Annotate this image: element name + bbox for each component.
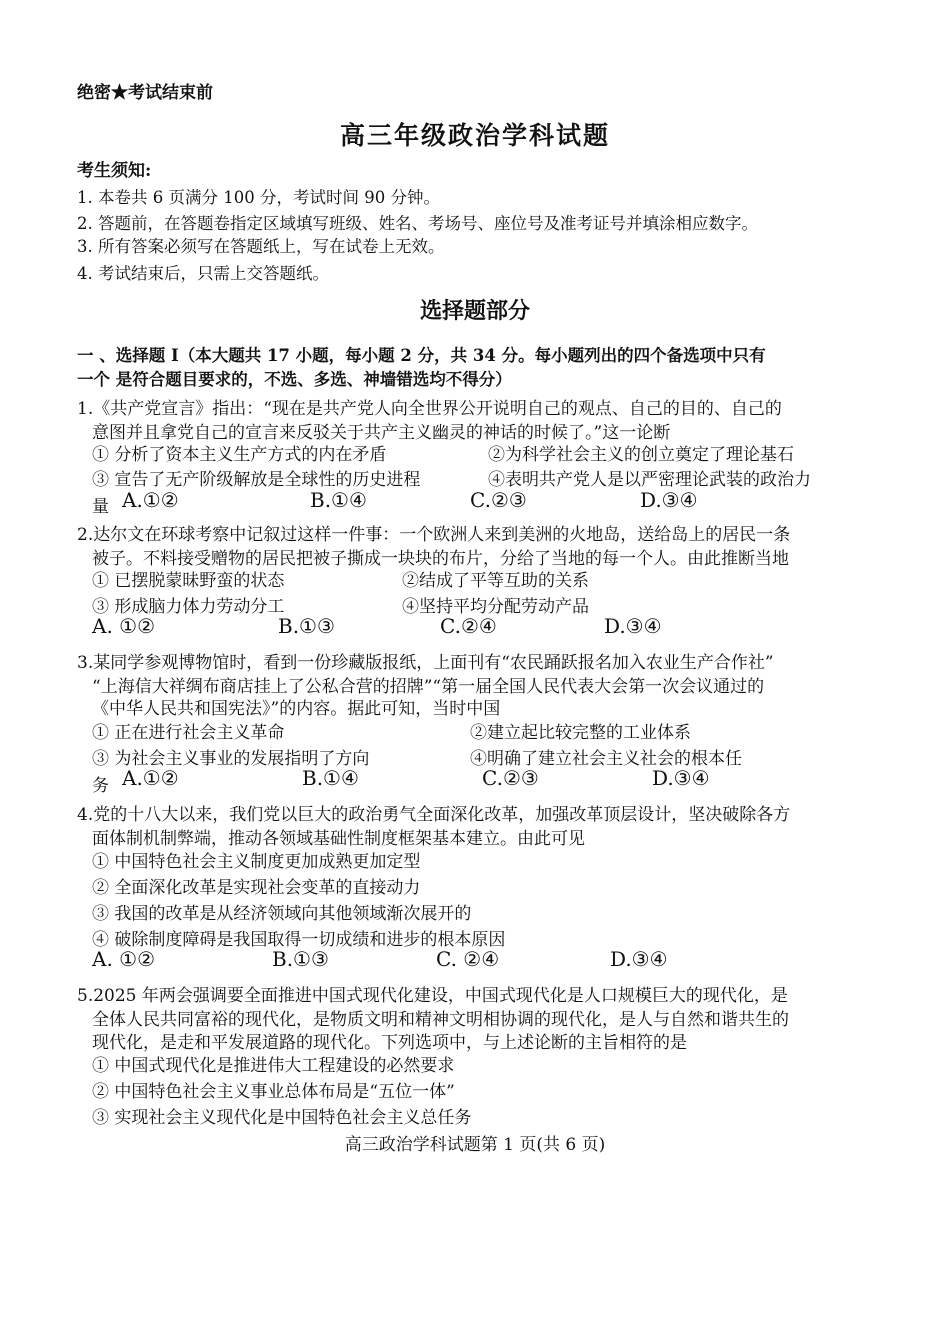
page-title: 高三年级政治学科试题 [339,121,610,150]
statement-4: ④坚持平均分配劳动产品 [402,597,589,617]
option-d: D.③④ [604,614,662,638]
question-stem: 1.《共产党宣言》指出：“现在是共产党人向全世界公开说明自己的观点、自己的目的、自己的 [77,399,782,419]
question-stem: 5.2025 年两会强调要全面推进中国式现代化建设，中国式现代化是人口规模巨大的现代化，是 [77,986,788,1006]
statement-4: ④表明共产党人是以严密理论武装的政治力 [488,470,811,490]
option-a: A.①② [122,488,179,512]
question-stem: 面体制机制弊端，推动各领域基础性制度框架基本建立。由此可见 [92,829,585,849]
statement-2: ②为科学社会主义的创立奠定了理论基石 [488,445,794,465]
statement-1: ① 已摆脱蒙昧野蛮的状态 [92,571,285,591]
statement-1: ① 中国特色社会主义制度更加成熟更加定型 [92,852,421,872]
option-d: D.③④ [610,947,668,971]
statement-continuation: 量 [92,497,109,517]
option-b: B.①④ [302,766,359,790]
confidential-mark: 绝密★考试结束前 [77,83,213,103]
statement-4: ④ 破除制度障碍是我国取得一切成绩和进步的根本原因 [92,930,506,950]
statement-3: ③ 形成脑力体力劳动分工 [92,597,285,617]
statement-2: ② 全面深化改革是实现社会变革的直接动力 [92,878,421,898]
question-stem: 现代化，是走和平发展道路的现代化。下列选项中，与上述论断的主旨相符的是 [92,1033,687,1053]
section-instruction: 一 、选择题 I（本大题共 17 小题，每小题 2 分，共 34 分。每小题列出的四个备选项中只有 [77,346,766,365]
question-stem: 《中华人民共和国宪法》”的内容。据此可知，当时中国 [92,699,501,719]
statement-2: ②结成了平等互助的关系 [402,571,589,591]
question-stem: 被子。不料接受赠物的居民把被子撕成一块块的布片，分给了当地的每一个人。由此推断当地 [92,549,789,569]
statement-1: ① 正在进行社会主义革命 [92,723,285,743]
page-footer: 高三政治学科试题第 1 页(共 6 页) [344,1135,606,1155]
statement-1: ① 分析了资本主义生产方式的内在矛盾 [92,445,387,465]
notice-item: 2. 答题前，在答题卷指定区域填写班级、姓名、考场号、座位号及准考证号并填涂相应数字。 [77,214,758,233]
option-b: B.①③ [272,947,329,971]
statement-3: ③ 宣告了无产阶级解放是全球性的历史进程 [92,470,421,490]
section-instruction: 一个 是符合题目要求的，不选、多选、神墙错选均不得分） [77,370,512,389]
question-stem: 全体人民共同富裕的现代化，是物质文明和精神文明相协调的现代化，是人与自然和谐共生的 [92,1010,789,1030]
option-a: A. ①② [92,614,156,638]
statement-2: ② 中国特色社会主义事业总体布局是“五位一体” [92,1082,455,1102]
statement-3: ③ 我国的改革是从经济领域向其他领域渐次展开的 [92,904,472,924]
option-a: A. ①② [92,947,156,971]
notice-item: 3. 所有答案必须写在答题纸上，写在试卷上无效。 [77,237,445,256]
notice-item: 1. 本卷共 6 页满分 100 分，考试时间 90 分钟。 [77,188,440,207]
option-c: C.②④ [440,614,497,638]
section-title: 选择题部分 [419,298,530,324]
option-d: D.③④ [652,766,710,790]
option-b: B.①③ [278,614,335,638]
option-b: B.①④ [310,488,367,512]
option-c: C.②③ [470,488,527,512]
question-stem: 3.某同学参观博物馆时，看到一份珍藏版报纸，上面刊有“农民踊跃报名加入农业生产合作社” [77,653,774,673]
question-stem: 4.党的十八大以来，我们党以巨大的政治勇气全面深化改革，加强改革顶层设计，坚决破除各方 [77,805,791,825]
notice-item: 4. 考试结束后，只需上交答题纸。 [77,264,329,283]
notice-heading: 考生须知: [77,161,152,181]
option-c: C. ②④ [436,947,500,971]
statement-4: ④明确了建立社会主义社会的根本任 [470,749,742,769]
question-stem: 意图并且拿党自己的宣言来反驳关于共产主义幽灵的神话的时候了。”这一论断 [92,423,671,443]
statement-1: ① 中国式现代化是推进伟大工程建设的必然要求 [92,1056,455,1076]
option-c: C.②③ [482,766,539,790]
statement-3: ③ 实现社会主义现代化是中国特色社会主义总任务 [92,1108,472,1128]
option-d: D.③④ [640,488,698,512]
option-a: A.①② [122,766,179,790]
statement-continuation: 务 [92,776,109,796]
statement-2: ②建立起比较完整的工业体系 [470,723,691,743]
question-stem: 2.达尔文在环球考察中记叙过这样一件事：一个欧洲人来到美洲的火地岛，送给岛上的居民一条 [77,525,791,545]
statement-3: ③ 为社会主义事业的发展指明了方向 [92,749,370,769]
question-stem: “上海信大祥绸布商店挂上了公私合营的招牌”“第一届全国人民代表大会第一次会议通过的 [92,677,765,697]
